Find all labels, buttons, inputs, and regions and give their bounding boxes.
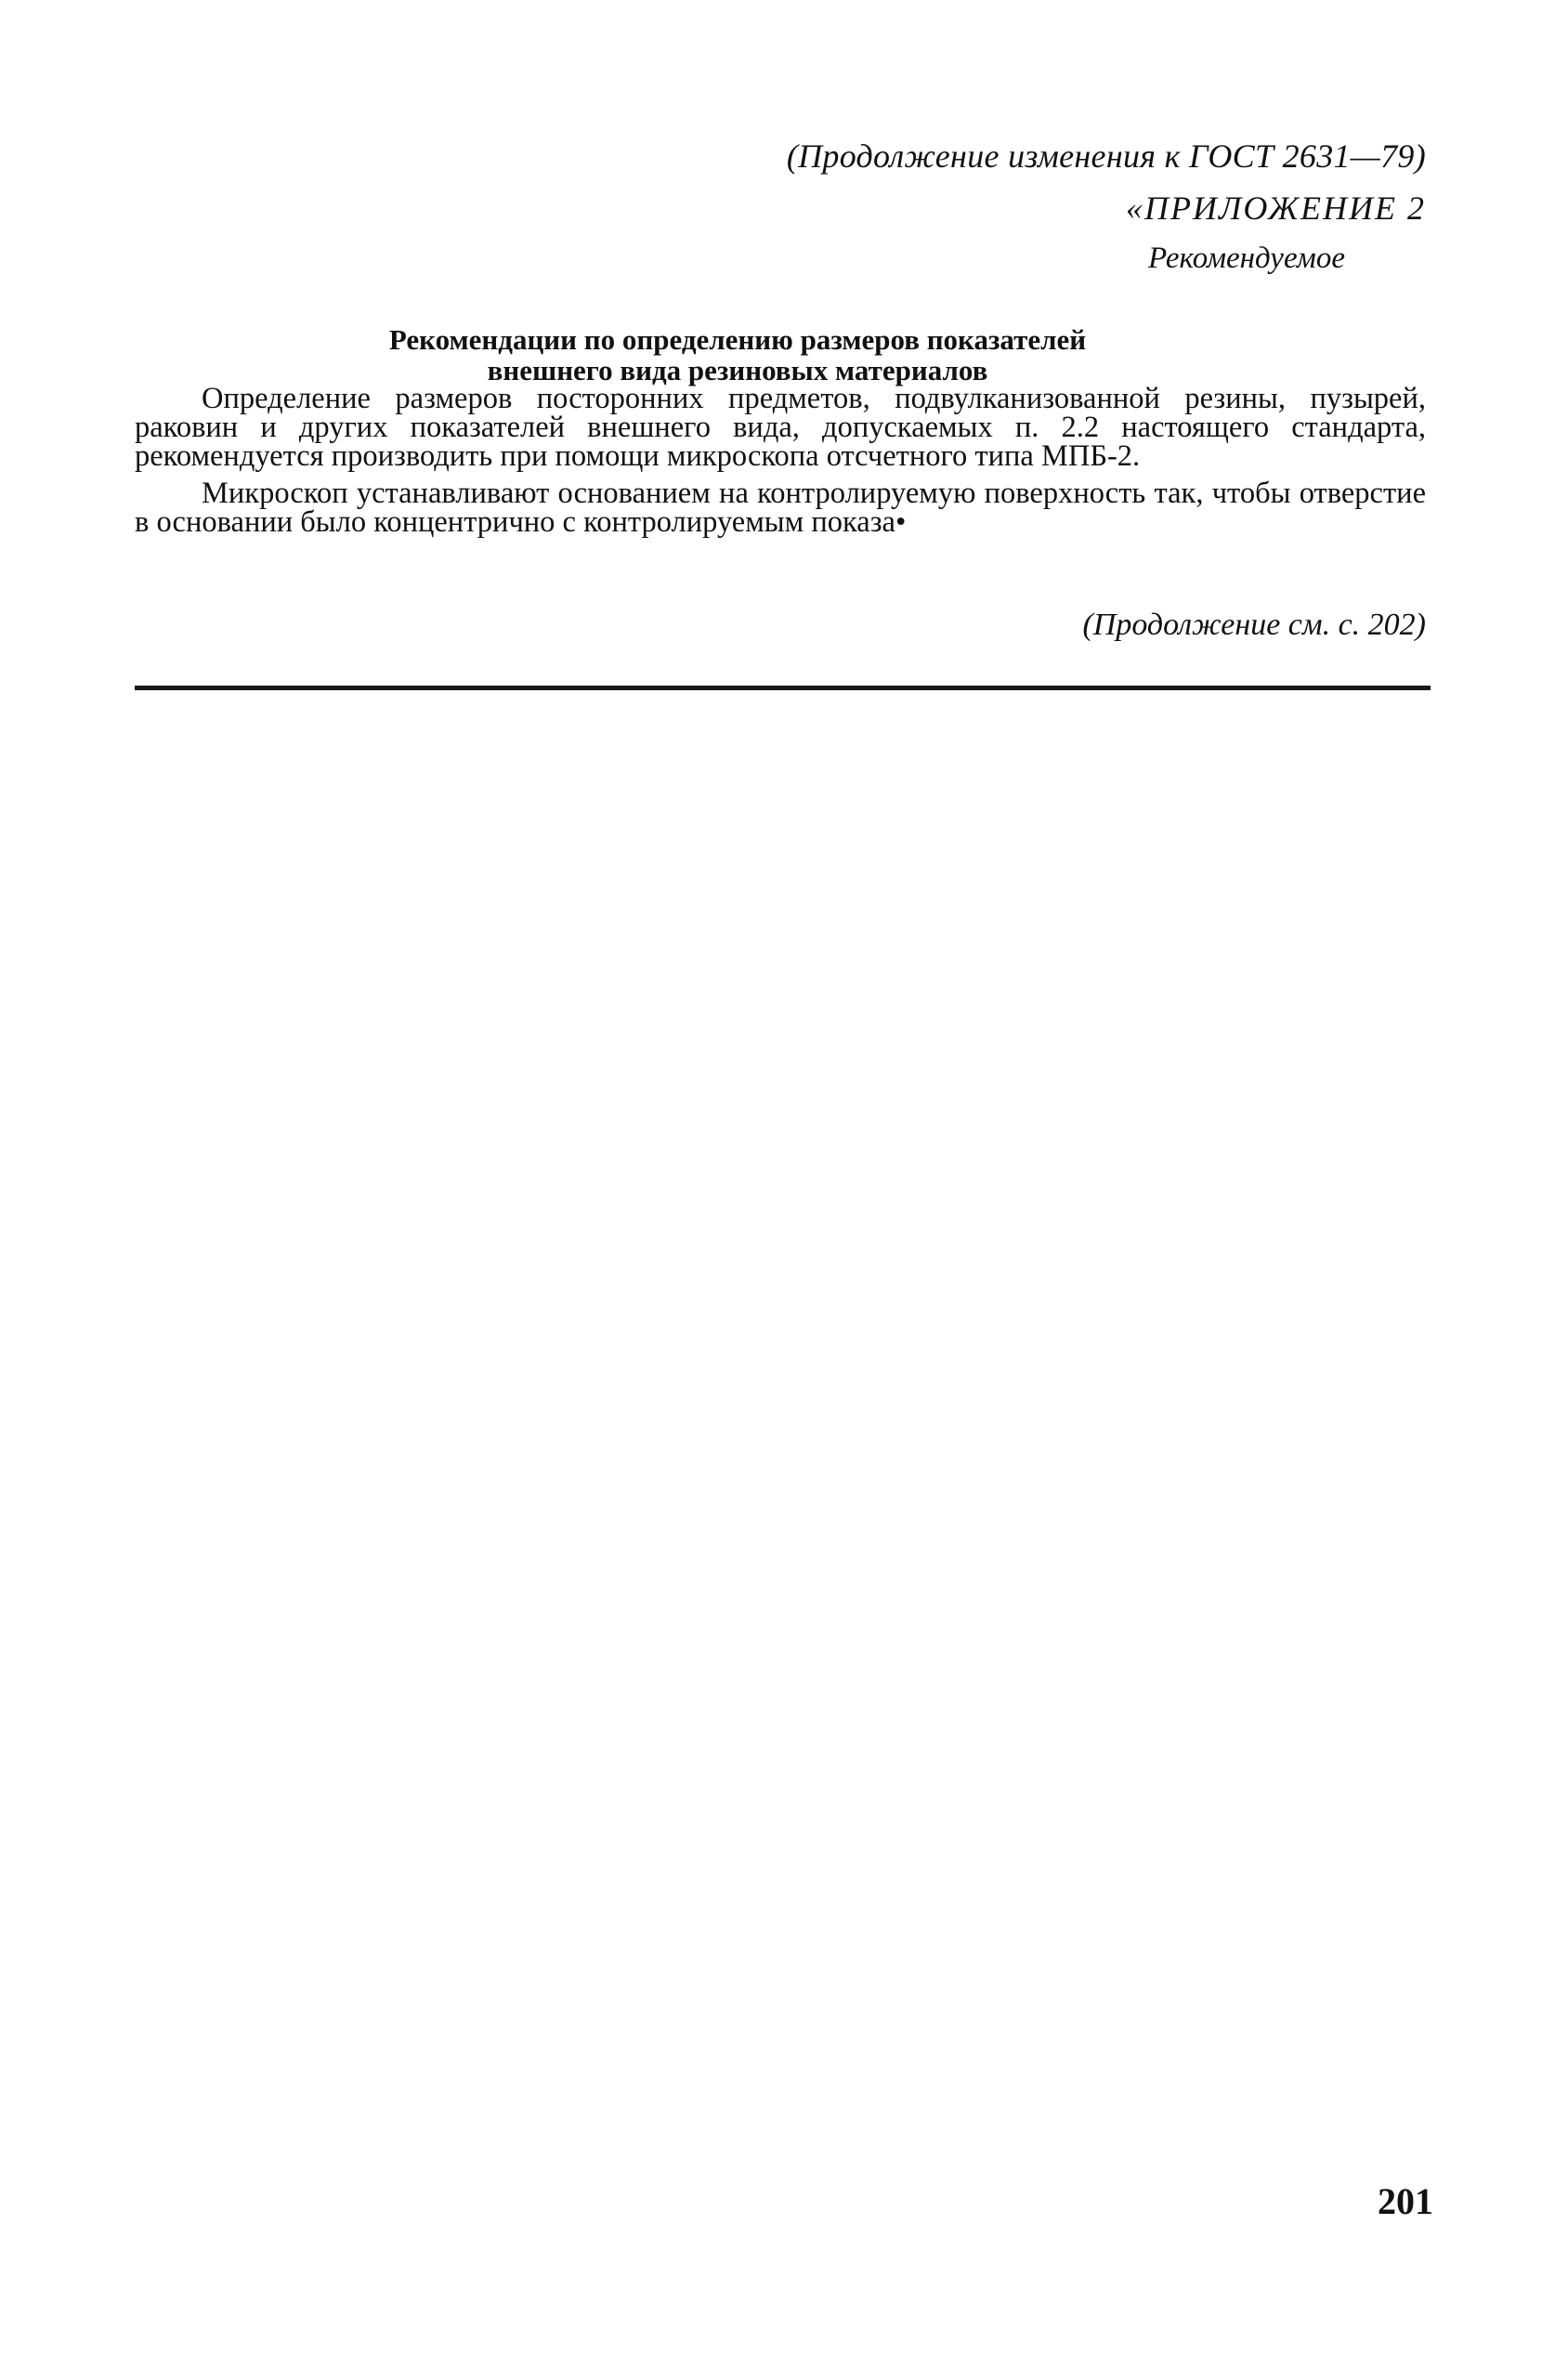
page-number: 201 [1378, 2180, 1433, 2222]
section-title-line-2: внешнего вида резиновых материалов [487, 354, 988, 386]
paragraph-2: Микроскоп устанавливают основанием на контролируемую поверхность так, чтобы отверстие в основании было концентрично с контролируемым показа• [135, 476, 1426, 539]
appendix-status: Рекомендуемое [1147, 242, 1345, 275]
appendix-heading: «ПРИЛОЖЕНИЕ 2 [1126, 190, 1426, 227]
continuation-header: (Продолжение изменения к ГОСТ 2631—79) [786, 137, 1426, 175]
horizontal-rule [135, 686, 1431, 690]
paragraph-1: Определение размеров посторонних предметов, подвулканизованной резины, пузырей, раковин и других показателей внешнего вида, допускаемых п. 2.2 настоящего стандарта, рекомендуется производить при помощи микроскопа отсчетного типа МПБ-2. [135, 382, 1426, 474]
body-text [135, 382, 1426, 539]
continued-note: (Продолжение см. с. 202) [1082, 608, 1426, 642]
section-title-line-1: Рекомендации по определению размеров показателей [388, 323, 1087, 356]
